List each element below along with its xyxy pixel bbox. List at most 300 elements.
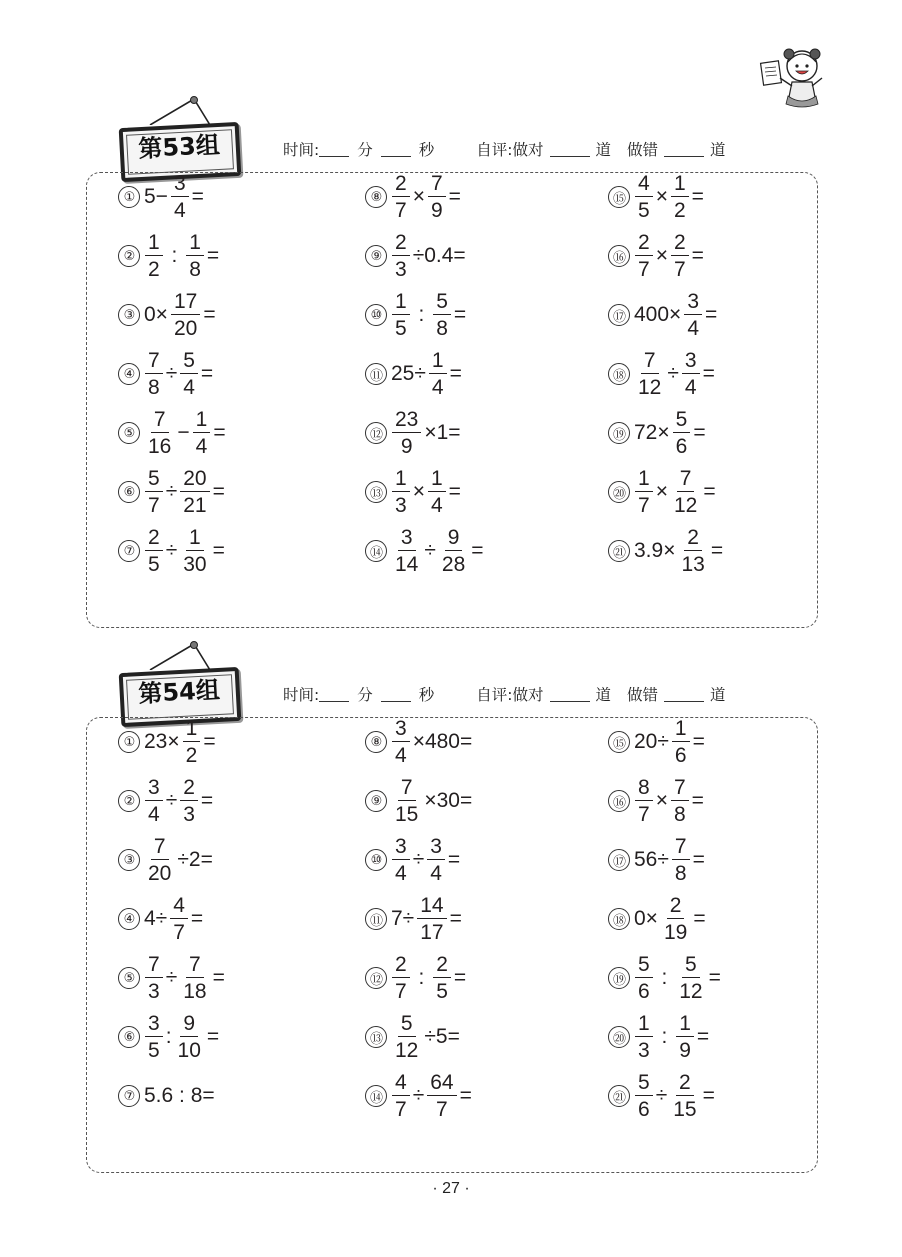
group-section (0, 95, 902, 635)
denominator: 6 (638, 980, 650, 1003)
numerator: 3 (398, 527, 416, 551)
denominator: 10 (177, 1039, 201, 1062)
problem-number: ④ (118, 363, 140, 385)
numerator: 1 (186, 232, 204, 256)
expression-text: = (206, 244, 220, 267)
numerator: 3 (145, 1013, 163, 1037)
expression-text: = (212, 966, 225, 989)
numerator: 7 (151, 836, 169, 860)
denominator: 15 (395, 803, 419, 826)
numerator: 3 (684, 291, 702, 315)
fraction (180, 777, 198, 825)
expression-text: ÷ (655, 1084, 668, 1107)
expression-text: = (702, 1084, 715, 1107)
problem-number: ⑲ (608, 422, 630, 444)
numerator: 3 (427, 836, 445, 860)
denominator: 20 (148, 862, 172, 885)
denominator: 3 (638, 1039, 650, 1062)
time-label: 时间: (283, 141, 320, 159)
numerator: 1 (392, 291, 410, 315)
self-eval-label: 自评:做对 (476, 141, 544, 159)
denominator: 3 (148, 980, 160, 1003)
fraction (392, 409, 421, 457)
expression-text: = (691, 185, 704, 208)
fraction (661, 895, 690, 943)
problem-number: ⑤ (118, 422, 140, 444)
numerator: 4 (635, 173, 653, 197)
problem-number: ⑭ (365, 540, 387, 562)
problem-item (365, 948, 467, 1008)
problem-number: ⑦ (118, 540, 140, 562)
fraction (392, 291, 410, 339)
numerator: 7 (428, 173, 446, 197)
expression-text: = (471, 539, 484, 562)
expression-text: : (165, 1025, 172, 1048)
denominator: 5 (148, 553, 160, 576)
numerator: 1 (676, 1013, 694, 1037)
fraction (145, 232, 163, 280)
correct-unit-label: 道 (595, 141, 612, 159)
numerator: 2 (180, 777, 198, 801)
fraction (433, 954, 451, 1002)
fraction (180, 468, 209, 516)
fraction (678, 527, 707, 575)
expression-text: = (692, 730, 705, 753)
expression-text: = (449, 362, 462, 385)
fraction (392, 954, 410, 1002)
expression-text: ÷ (165, 789, 178, 812)
expression-text: = (200, 362, 214, 385)
problem-item (365, 226, 467, 286)
numerator: 5 (682, 954, 700, 978)
numerator: 7 (672, 836, 690, 860)
numerator: 9 (180, 1013, 198, 1037)
expression-text: 72× (634, 421, 670, 444)
expression-text: = (696, 1025, 710, 1048)
expression-text: = (448, 185, 461, 208)
numerator: 20 (180, 468, 209, 492)
numerator: 5 (673, 409, 691, 433)
minutes-label: 分 (357, 141, 373, 159)
expression-text: = (705, 303, 718, 326)
problem-item (365, 889, 463, 949)
numerator: 4 (392, 1072, 410, 1096)
fraction (180, 527, 209, 575)
fraction (429, 350, 447, 398)
fraction (671, 468, 700, 516)
denominator: 6 (674, 744, 687, 767)
expression-text: × (655, 244, 668, 267)
denominator: 3 (395, 494, 407, 517)
problem-item (608, 889, 707, 949)
denominator: 13 (681, 553, 705, 576)
problem-item (365, 403, 462, 463)
denominator: 5 (436, 980, 448, 1003)
problem-item (118, 889, 204, 949)
expression-text: ÷0.4= (412, 244, 466, 267)
denominator: 12 (679, 980, 703, 1003)
problem-number: ⑩ (365, 304, 387, 326)
problem-number: ⑮ (608, 731, 630, 753)
denominator: 7 (638, 258, 650, 281)
expression-text: ÷ (165, 480, 178, 503)
denominator: 2 (673, 199, 686, 222)
problem-item (365, 712, 473, 772)
numerator: 17 (171, 291, 200, 315)
numerator: 1 (671, 173, 689, 197)
denominator: 7 (436, 1098, 448, 1121)
problem-item (365, 1066, 473, 1126)
fraction (676, 1013, 694, 1061)
denominator: 7 (395, 1098, 407, 1121)
fraction (672, 718, 690, 766)
denominator: 8 (436, 317, 448, 340)
expression-text: = (206, 1025, 220, 1048)
problem-number: ① (118, 731, 140, 753)
seconds-blank[interactable] (381, 141, 411, 158)
expression-text: = (453, 966, 467, 989)
expression-text: = (213, 421, 226, 444)
denominator: 12 (638, 376, 662, 399)
denominator: 3 (183, 803, 195, 826)
minutes-label: 分 (357, 686, 373, 704)
fraction (635, 954, 653, 1002)
denominator: 12 (673, 494, 698, 517)
denominator: 4 (431, 376, 444, 399)
correct-count-blank[interactable] (550, 686, 590, 703)
expression-text: = (449, 907, 462, 930)
fraction (392, 718, 410, 766)
denominator: 30 (183, 553, 207, 576)
problem-number: ⑧ (365, 731, 387, 753)
correct-count-blank[interactable] (550, 141, 590, 158)
wrong-count-blank[interactable] (664, 686, 704, 703)
numerator: 3 (392, 836, 410, 860)
fraction (428, 468, 446, 516)
expression-text: = (203, 303, 216, 326)
fraction (635, 173, 653, 221)
expression-text: ÷ (667, 362, 679, 385)
expression-text: × (655, 789, 668, 812)
fraction (392, 173, 410, 221)
denominator: 8 (148, 376, 160, 399)
expression-text: 5.6 : 8= (144, 1084, 215, 1107)
expression-text: = (691, 789, 704, 812)
problem-number: ⑰ (608, 849, 630, 871)
expression-text: = (190, 907, 204, 930)
denominator: 17 (420, 921, 444, 944)
problem-item (118, 712, 217, 772)
fraction (428, 173, 446, 221)
expression-text: ÷ (424, 539, 436, 562)
numerator: 1 (392, 468, 410, 492)
problem-number: ④ (118, 908, 140, 930)
fraction (175, 1013, 204, 1061)
wrong-unit-label: 道 (710, 141, 726, 159)
fraction (635, 1072, 653, 1120)
problem-number: ⑨ (365, 245, 387, 267)
numerator: 1 (183, 718, 201, 742)
fraction (186, 232, 204, 280)
numerator: 2 (392, 173, 410, 197)
numerator: 4 (170, 895, 188, 919)
denominator: 5 (638, 199, 650, 222)
numerator: 7 (145, 350, 163, 374)
group-title: 第54组 (137, 675, 221, 709)
denominator: 6 (675, 435, 688, 458)
problem-number: ③ (118, 304, 140, 326)
denominator: 8 (673, 803, 686, 826)
problem-item (118, 948, 226, 1008)
fraction (171, 291, 200, 339)
expression-text: ÷ (165, 539, 178, 562)
expression-text: ×30= (424, 789, 473, 812)
denominator: 8 (674, 862, 687, 885)
fraction (145, 409, 174, 457)
time-label: 时间: (283, 686, 320, 704)
fraction (635, 468, 653, 516)
expression-text: 5− (144, 185, 168, 208)
expression-text: = (191, 185, 204, 208)
numerator: 7 (151, 409, 169, 433)
expression-text: 20÷ (634, 730, 669, 753)
problem-number: ㉑ (608, 540, 630, 562)
wrong-count-blank[interactable] (664, 141, 704, 158)
numerator: 5 (398, 1013, 416, 1037)
problem-number: ⑪ (365, 908, 387, 930)
denominator: 15 (673, 1098, 697, 1121)
expression-text: = (692, 848, 705, 871)
numerator: 7 (186, 954, 204, 978)
denominator: 16 (148, 435, 172, 458)
expression-text: = (691, 244, 704, 267)
expression-text: = (200, 789, 214, 812)
numerator: 1 (635, 1013, 653, 1037)
numerator: 1 (145, 232, 163, 256)
numerator: 2 (667, 895, 685, 919)
fraction (180, 350, 198, 398)
problem-item (365, 285, 467, 345)
problem-item (365, 1007, 461, 1067)
fraction (417, 895, 446, 943)
expression-text: ÷ (165, 966, 178, 989)
expression-text: = (203, 730, 216, 753)
fraction (180, 954, 209, 1002)
self-eval-label: 自评:做对 (476, 686, 544, 704)
numerator: 2 (635, 232, 653, 256)
expression-text: : (412, 303, 431, 326)
numerator: 2 (433, 954, 451, 978)
denominator: 6 (638, 1098, 650, 1121)
expression-text: − (177, 421, 190, 444)
denominator: 7 (395, 980, 407, 1003)
numerator: 1 (429, 350, 447, 374)
numerator: 2 (145, 527, 163, 551)
problem-number: ⑯ (608, 245, 630, 267)
problem-number: ② (118, 790, 140, 812)
denominator: 7 (638, 803, 650, 826)
problem-item (118, 344, 214, 404)
problem-item (608, 830, 706, 890)
denominator: 7 (173, 921, 185, 944)
expression-text: = (708, 966, 721, 989)
problem-item (118, 167, 205, 227)
expression-text: 56÷ (634, 848, 669, 871)
problem-item (608, 1007, 710, 1067)
expression-text: = (693, 907, 706, 930)
fraction (170, 895, 188, 943)
denominator: 8 (189, 258, 201, 281)
fraction (673, 409, 691, 457)
expression-text: ×480= (412, 730, 473, 753)
denominator: 3 (395, 258, 407, 281)
fraction (145, 350, 163, 398)
fraction (145, 527, 163, 575)
expression-text: = (693, 421, 706, 444)
problem-item (365, 521, 485, 581)
fraction (392, 1013, 421, 1061)
problem-item (118, 1007, 220, 1067)
problem-number: ⑪ (365, 363, 387, 385)
denominator: 4 (684, 376, 697, 399)
fraction (145, 954, 163, 1002)
fraction (433, 291, 451, 339)
fraction (635, 232, 653, 280)
numerator: 3 (145, 777, 163, 801)
fraction (145, 777, 163, 825)
problem-number: ⑦ (118, 1085, 140, 1107)
denominator: 7 (395, 199, 407, 222)
expression-text: = (448, 480, 461, 503)
denominator: 4 (183, 376, 195, 399)
numerator: 1 (672, 718, 690, 742)
numerator: 64 (427, 1072, 456, 1096)
fraction (682, 350, 700, 398)
denominator: 7 (148, 494, 160, 517)
hanging-string-icon (146, 95, 216, 125)
problem-number: ① (118, 186, 140, 208)
fraction (183, 718, 201, 766)
seconds-blank[interactable] (381, 686, 411, 703)
denominator: 19 (663, 921, 688, 944)
expression-text: = (447, 848, 461, 871)
fraction (193, 409, 211, 457)
expression-text: = (212, 539, 225, 562)
denominator: 4 (430, 862, 442, 885)
fraction (392, 836, 410, 884)
group-title: 第53组 (137, 130, 221, 164)
numerator: 5 (433, 291, 451, 315)
denominator: 2 (185, 744, 198, 767)
problem-number: ⑱ (608, 908, 630, 930)
problem-number: ⑱ (608, 363, 630, 385)
numerator: 23 (392, 409, 421, 433)
numerator: 7 (677, 468, 695, 492)
problem-number: ② (118, 245, 140, 267)
expression-text: : (655, 966, 674, 989)
denominator: 9 (430, 199, 443, 222)
denominator: 14 (395, 553, 419, 576)
numerator: 1 (186, 527, 204, 551)
expression-text: × (412, 480, 425, 503)
numerator: 5 (635, 954, 653, 978)
fraction (635, 1013, 653, 1061)
numerator: 7 (641, 350, 659, 374)
problem-item (118, 226, 220, 286)
expression-text: : (655, 1025, 674, 1048)
problem-item (608, 167, 705, 227)
minutes-blank[interactable] (319, 141, 349, 158)
denominator: 7 (638, 494, 650, 517)
expression-text: = (212, 480, 225, 503)
fraction (670, 1072, 699, 1120)
expression-text: × (412, 185, 425, 208)
expression-text: = (710, 539, 724, 562)
denominator: 9 (679, 1039, 691, 1062)
problem-number: ⑬ (365, 481, 387, 503)
problem-number: ⑫ (365, 967, 387, 989)
wrong-label: 做错 (627, 141, 659, 159)
problem-number: ⑲ (608, 967, 630, 989)
problem-item (608, 344, 716, 404)
fraction (676, 954, 705, 1002)
fraction (145, 836, 174, 884)
problem-item (608, 771, 705, 831)
expression-text: ÷ (412, 848, 425, 871)
fraction (635, 777, 653, 825)
fraction (671, 232, 689, 280)
fraction (392, 468, 410, 516)
fraction (439, 527, 468, 575)
denominator: 4 (148, 803, 160, 826)
problem-item (608, 1066, 716, 1126)
numerator: 2 (671, 232, 689, 256)
expression-text: ÷ (165, 362, 178, 385)
expression-text: ÷2= (177, 848, 213, 871)
correct-unit-label: 道 (595, 686, 612, 704)
numerator: 1 (428, 468, 446, 492)
numerator: 2 (684, 527, 702, 551)
denominator: 4 (430, 494, 443, 517)
fraction (684, 291, 702, 339)
denominator: 9 (400, 435, 413, 458)
hanging-string-icon (146, 640, 216, 670)
fraction (171, 173, 189, 221)
seconds-label: 秒 (418, 686, 435, 704)
problem-item (608, 403, 707, 463)
problem-item (365, 344, 463, 404)
minutes-blank[interactable] (319, 686, 349, 703)
record-header (283, 138, 726, 160)
fraction (392, 777, 421, 825)
expression-text: 23× (144, 730, 180, 753)
problem-number: ⑥ (118, 1026, 140, 1048)
numerator: 7 (145, 954, 163, 978)
numerator: 5 (635, 1072, 653, 1096)
denominator: 4 (687, 317, 699, 340)
fraction (392, 1072, 410, 1120)
denominator: 2 (148, 258, 160, 281)
problem-item (118, 462, 226, 522)
denominator: 4 (195, 435, 208, 458)
denominator: 20 (173, 317, 198, 340)
denominator: 18 (183, 980, 207, 1003)
fraction (145, 1013, 163, 1061)
expression-text: 400× (634, 303, 682, 326)
numerator: 1 (635, 468, 653, 492)
problem-item (118, 403, 227, 463)
denominator: 5 (395, 317, 407, 340)
